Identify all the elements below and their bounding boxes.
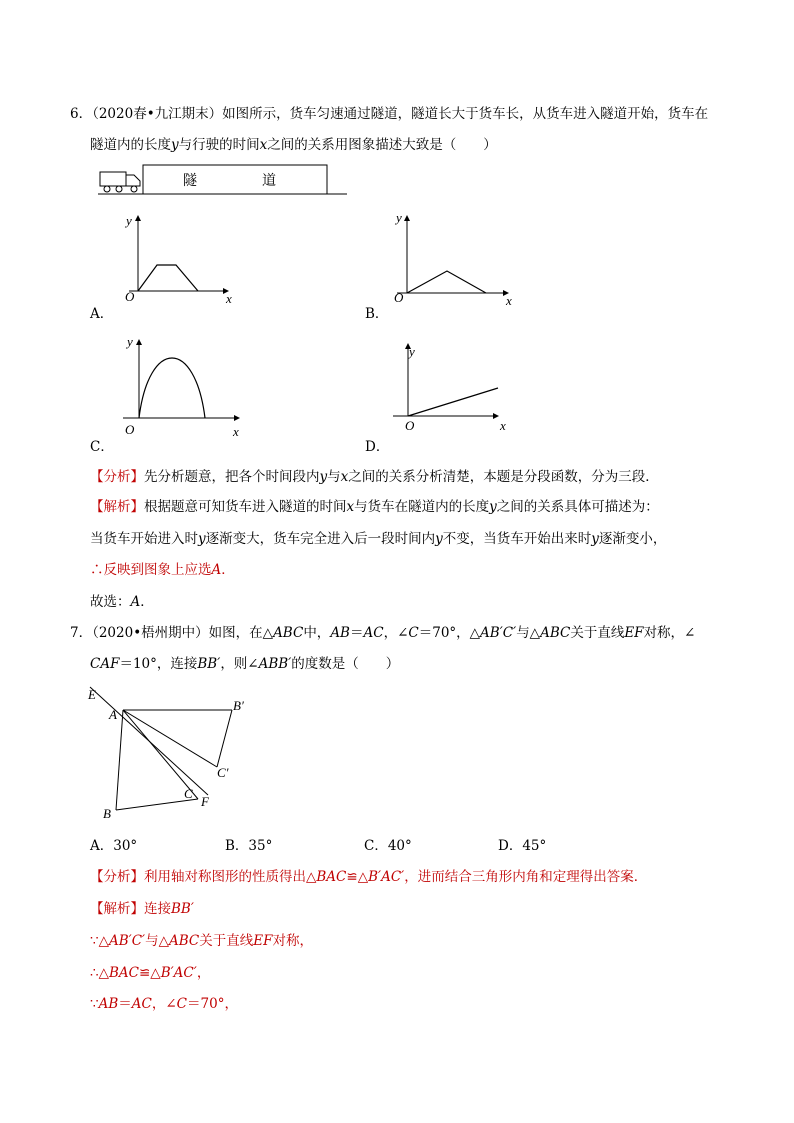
q7-choice-c-text: 40° (387, 838, 412, 854)
tunnel-char2: 道 (262, 174, 276, 189)
graph-c-origin: O (125, 422, 135, 437)
option-c: C． (90, 439, 114, 455)
q7-choice-b (225, 834, 272, 854)
q7-stem1c: 中， (303, 625, 331, 641)
q6-stem-text2a: 隧道内的长度 (90, 137, 171, 153)
q6-stem-text2b: 与行驶的时间 (178, 137, 260, 153)
q7-step2c: ≌△ (138, 965, 161, 981)
q7-step3b: AB (98, 996, 119, 1012)
q7-stem2a: CAF (90, 656, 120, 672)
q7-step1g: 对称， (272, 933, 313, 949)
q7-choice-d-letter: D． (498, 838, 523, 854)
q6-line3a: 当货车开始进入时 (90, 531, 198, 547)
graph-b-origin: O (394, 290, 404, 305)
q7-stem2d: ，则∠ (220, 656, 259, 672)
q7-solution-tag: 【解析】 (90, 901, 144, 917)
q7-step2d: B′AC′ (160, 965, 197, 981)
option-d: D． (365, 439, 390, 455)
segment-ab (116, 710, 123, 810)
label-cp: C′ (217, 765, 229, 780)
q7-step1c: 与△ (145, 933, 170, 949)
q7-stem1i: ＝70°，△ (418, 625, 481, 641)
q6-answer (90, 590, 154, 610)
q7-stem1b: ABC (273, 625, 304, 641)
q6-stem-text2c: 之间的关系用图象描述大致是（ ） (267, 137, 497, 153)
segment-bpcp (217, 710, 232, 767)
segment-acp (123, 710, 217, 767)
q7-choice-c (364, 834, 412, 854)
q6-line3-y2: y (435, 531, 443, 547)
q6-analysis-a: 先分析题意，把各个时间段内 (144, 469, 320, 485)
q7-geometry-figure (80, 682, 270, 827)
q6-analysis-b: 与 (327, 469, 341, 485)
q7-step3f: C (176, 996, 188, 1012)
graph-b-curve (407, 271, 486, 293)
q6-analysis (90, 465, 659, 485)
graph-b (385, 206, 520, 306)
option-a: A． (90, 306, 114, 322)
q7-stem1l: ABC (540, 625, 571, 641)
truck-icon (100, 172, 140, 192)
q7-step2b: BAC (108, 965, 139, 981)
q7-analysis-c: ≌△ (346, 869, 369, 885)
q6-var-x: x (259, 137, 268, 153)
q7-solution (90, 897, 194, 917)
q7-step1e: 关于直线 (199, 933, 254, 949)
q6-answer-a: 故选： (90, 594, 131, 610)
q7-stem-line1 (70, 621, 695, 641)
q7-step1d: ABC (169, 933, 200, 949)
q6-stem-text1: 如图所示，货车匀速通过隧道，隧道长大于货车长，从货车进入隧道开始，货车在 (222, 106, 709, 122)
q6-analysis-c: 之间的关系分析清楚，本题是分段函数，分为三段． (348, 469, 659, 485)
q7-choice-a-text: 30° (113, 838, 138, 854)
q7-stem1h: C (408, 625, 419, 641)
graph-d-y-label: y (409, 344, 415, 359)
q7-analysis-b: BAC (316, 869, 347, 885)
q7-stem1f: AC (363, 625, 384, 641)
q7-stem1n: EF (624, 625, 644, 641)
q7-analysis-tag: 【分析】 (90, 869, 144, 885)
q7-choice-c-letter: C． (364, 838, 388, 854)
tunnel-box (143, 165, 327, 194)
q6-line3-y1: y (198, 531, 206, 547)
graph-a-x-label: x (226, 291, 232, 303)
q6-stem-line2 (90, 133, 497, 153)
q6-conclusion (90, 558, 235, 578)
q6-number: 6． (70, 106, 93, 122)
q7-solution-a: 连接 (144, 901, 171, 917)
q7-choice-a-letter: A． (90, 838, 114, 854)
q7-step3e: ，∠ (151, 996, 177, 1012)
graph-c-curve (139, 358, 205, 418)
q6-solution-b: 与货车在隧道内的长度 (354, 499, 490, 515)
q7-choice-d-text: 45° (522, 838, 547, 854)
label-b: B (103, 806, 111, 821)
q6-analysis-tag: 【分析】 (90, 469, 144, 485)
q6-line3-y3: y (591, 531, 599, 547)
q7-step3d: AC (131, 996, 152, 1012)
q7-choice-a (90, 834, 137, 854)
q7-choice-b-text: 35° (248, 838, 273, 854)
q7-stem2f: 的度数是（ ） (291, 656, 400, 672)
graph-d-curve (408, 388, 498, 416)
q7-solution-b: BB′ (171, 901, 194, 917)
q6-answer-c: ． (140, 594, 154, 610)
q7-stem1o: 对称，∠ (643, 625, 696, 641)
graph-a-curve (138, 265, 198, 291)
q7-step2 (90, 961, 210, 981)
q6-var-y: y (171, 137, 179, 153)
q6-conclusion-c: ． (221, 562, 235, 578)
q7-analysis-e: ，进而结合三角形内角和定理得出答案． (404, 869, 648, 885)
q7-step3a: ∵ (90, 996, 99, 1012)
graph-d-origin: O (405, 418, 415, 433)
q7-analysis (90, 865, 647, 885)
q7-step2a: ∴△ (90, 965, 109, 981)
q6-solution-tag: 【解析】 (90, 499, 144, 515)
truck-tunnel-figure (90, 160, 360, 200)
q7-stem1k: 与△ (516, 625, 541, 641)
q7-stem1d: AB (330, 625, 350, 641)
q6-analysis-y: y (319, 469, 328, 485)
graph-c-x-label: x (233, 424, 239, 439)
q7-stem1m: 关于直线 (570, 625, 625, 641)
q7-step1f: EF (253, 933, 273, 949)
q7-choice-d (498, 834, 546, 854)
q6-solution-c: 之间的关系具体可描述为： (496, 499, 659, 515)
label-bp: B′ (233, 698, 244, 713)
graph-b-x-label: x (506, 293, 512, 306)
q7-step3 (90, 992, 238, 1012)
q7-source: （2020•梧州期中） (92, 625, 209, 641)
graph-d (385, 338, 520, 438)
q6-source: （2020春•九江期末） (92, 106, 223, 122)
q7-stem1g: ，∠ (383, 625, 409, 641)
graph-a (115, 208, 245, 303)
q7-step3g: ＝70°， (187, 996, 238, 1012)
q7-number: 7． (70, 625, 93, 641)
q7-stem1e: ＝ (349, 625, 364, 641)
q6-solution-a: 根据题意可知货车进入隧道的时间 (144, 499, 347, 515)
q6-stem-line1 (70, 102, 708, 122)
q6-answer-b: A (130, 594, 141, 610)
q6-solution-x: x (346, 499, 355, 515)
q6-line3c: 不变，当货车开始出来时 (442, 531, 592, 547)
q7-stem1j: AB′C′ (480, 625, 517, 641)
q7-step1 (90, 929, 313, 949)
q6-solution-line3 (90, 527, 666, 547)
q6-line3d: 逐渐变小， (598, 531, 667, 547)
tunnel-char1: 隧 (183, 174, 197, 189)
q7-stem2b: ＝10°，连接 (119, 656, 198, 672)
q7-step1b: AB′C′ (108, 933, 146, 949)
q7-step1a: ∵△ (90, 933, 109, 949)
option-b: B． (365, 306, 389, 322)
q6-line3b: 逐渐变大，货车完全进入后一段时间内 (205, 531, 436, 547)
q7-stem2e: ABB′ (258, 656, 292, 672)
q7-analysis-a: 利用轴对称图形的性质得出△ (144, 869, 317, 885)
graph-a-y-label: y (126, 213, 132, 228)
graph-c (115, 330, 250, 440)
q6-conclusion-a: ∴反映到图象上应选 (90, 562, 212, 578)
q7-choice-b-letter: B． (225, 838, 249, 854)
q6-solution (90, 495, 659, 515)
label-a: A (109, 707, 117, 722)
q6-analysis-x: x (340, 469, 349, 485)
label-c: C (184, 786, 193, 801)
q7-stem-line2 (90, 652, 399, 672)
graph-b-y-label: y (396, 210, 402, 225)
q7-step3c: ＝ (118, 996, 132, 1012)
q7-stem2c: BB′ (197, 656, 221, 672)
q6-conclusion-b: A (211, 562, 222, 578)
q6-solution-y: y (489, 499, 497, 515)
q7-step2e: ， (196, 965, 211, 981)
graph-a-origin: O (125, 289, 135, 303)
label-f: F (201, 794, 209, 809)
graph-d-x-label: x (500, 418, 506, 433)
graph-c-y-label: y (127, 334, 133, 349)
q7-stem1a: 如图，在△ (208, 625, 274, 641)
label-e: E (88, 687, 96, 702)
q7-analysis-d: B′AC′ (368, 869, 405, 885)
